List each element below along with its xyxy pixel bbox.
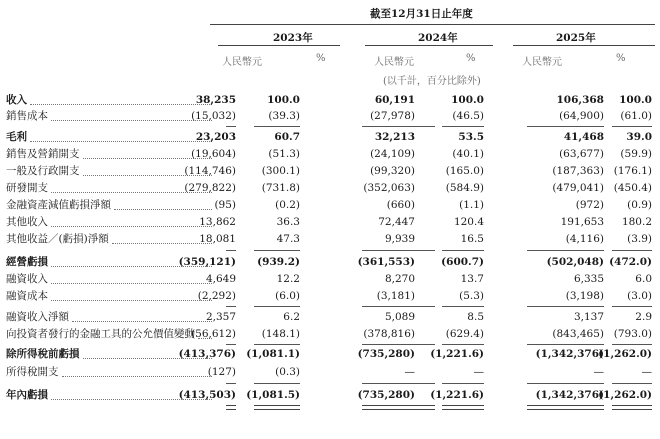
value-2025-rmb: (972) xyxy=(575,199,604,211)
value-2025-rmb: — xyxy=(593,366,604,378)
units-note: (以千計，百分比除外) xyxy=(383,76,481,87)
total-double-rule xyxy=(612,405,652,410)
value-2024-rmb: 8,270 xyxy=(384,273,415,285)
value-2023-rmb: (114,746) xyxy=(184,165,236,177)
value-2025-pct: (59.9) xyxy=(620,148,652,160)
value-2023-pct: (39.3) xyxy=(268,110,300,122)
unit-percent-2025: % xyxy=(616,53,626,64)
table-row xyxy=(0,92,660,108)
total-double-rule xyxy=(527,405,604,410)
value-2024-pct: 120.4 xyxy=(453,216,484,228)
year-2023: 2023年 xyxy=(273,32,313,44)
value-2024-pct: 100.0 xyxy=(451,94,484,106)
subtotal-rule xyxy=(442,306,484,307)
subtotal-rule xyxy=(362,383,435,384)
value-2025-pct: 6.0 xyxy=(635,273,652,285)
value-2023-rmb: (127) xyxy=(207,366,236,378)
subtotal-rule xyxy=(226,250,236,251)
subtotal-rule xyxy=(362,126,435,127)
value-2024-pct: (1.1) xyxy=(459,199,484,211)
table-row xyxy=(0,214,660,230)
value-2023-rmb: (279,822) xyxy=(184,182,236,194)
table-row xyxy=(0,180,660,196)
value-2024-rmb: (27,978) xyxy=(370,110,415,122)
value-2024-pct: (584.9) xyxy=(445,182,484,194)
value-2025-pct: (3.9) xyxy=(627,233,652,245)
table-row xyxy=(0,387,660,403)
value-2023-rmb: 4,649 xyxy=(205,273,236,285)
table-row xyxy=(0,146,660,162)
row-label: 融資收入 xyxy=(6,273,48,285)
value-2025-rmb: 191,653 xyxy=(560,216,604,228)
value-2023-rmb: (413,376) xyxy=(178,348,236,360)
subtotal-rule xyxy=(226,383,236,384)
value-2023-rmb: 18,081 xyxy=(199,233,236,245)
value-2025-pct: (450.4) xyxy=(613,182,652,194)
value-2025-rmb: (3,198) xyxy=(565,290,604,302)
unit-currency-2025: 人民幣元 xyxy=(522,57,562,68)
value-2023-pct: 12.2 xyxy=(276,273,300,285)
value-2025-rmb: 41,468 xyxy=(563,131,604,143)
value-2025-pct: 100.0 xyxy=(619,94,652,106)
subtotal-rule xyxy=(442,344,484,345)
value-2025-rmb: (1,342,376) xyxy=(535,348,604,360)
subtotal-rule xyxy=(254,344,300,345)
value-2024-pct: 16.5 xyxy=(460,233,484,245)
value-2023-pct: 6.2 xyxy=(283,311,300,323)
row-label: 銷售及營銷開支 xyxy=(6,148,80,160)
value-2024-pct: 13.7 xyxy=(460,273,484,285)
value-2023-pct: (939.2) xyxy=(257,256,300,268)
table-row xyxy=(0,254,660,270)
row-label: 融資成本 xyxy=(6,290,48,302)
value-2024-pct: (165.0) xyxy=(445,165,484,177)
table-row xyxy=(0,346,660,362)
value-2025-pct: 39.0 xyxy=(626,131,652,143)
value-2024-pct: (600.7) xyxy=(441,256,484,268)
value-2024-rmb: (660) xyxy=(386,199,415,211)
row-label: 其他收入 xyxy=(6,216,48,228)
total-double-rule xyxy=(362,405,435,410)
row-label: 年內虧損 xyxy=(6,389,48,401)
value-2024-rmb: (735,280) xyxy=(357,348,415,360)
value-2025-rmb: (64,900) xyxy=(559,110,604,122)
value-2023-pct: (51.3) xyxy=(268,148,300,160)
subtotal-rule xyxy=(254,126,300,127)
row-label: 研發開支 xyxy=(6,182,48,194)
subtotal-rule xyxy=(226,126,236,127)
table-row xyxy=(0,326,660,342)
value-2024-pct: (629.4) xyxy=(445,328,484,340)
row-label: 收入 xyxy=(6,94,27,106)
table-row xyxy=(0,364,660,380)
subtotal-rule xyxy=(527,126,604,127)
value-2024-rmb: 60,191 xyxy=(374,94,415,106)
table-row xyxy=(0,197,660,213)
value-2024-pct: (1,221.6) xyxy=(430,389,484,401)
value-2025-pct: (793.0) xyxy=(613,328,652,340)
value-2024-rmb: 9,939 xyxy=(384,233,415,245)
value-2025-pct: (3.0) xyxy=(627,290,652,302)
table-row xyxy=(0,309,660,325)
subtotal-rule xyxy=(612,383,652,384)
unit-currency-2023: 人民幣元 xyxy=(222,57,262,68)
subtotal-rule xyxy=(362,344,435,345)
table-row xyxy=(0,108,660,124)
period-header: 截至12月31日止年度 xyxy=(370,8,473,20)
value-2023-pct: (148.1) xyxy=(261,328,300,340)
subtotal-rule xyxy=(254,306,300,307)
value-2024-pct: (1,221.6) xyxy=(430,348,484,360)
unit-percent-2024: % xyxy=(466,53,476,64)
row-label: 向投資者發行的金融工具的公允價值變動 xyxy=(6,328,195,340)
value-2024-rmb: (378,816) xyxy=(363,328,415,340)
value-2023-rmb: (2,292) xyxy=(197,290,236,302)
value-2023-rmb: 23,203 xyxy=(195,131,236,143)
value-2023-rmb: 38,235 xyxy=(195,94,236,106)
value-2025-pct: (61.0) xyxy=(620,110,652,122)
subtotal-rule xyxy=(612,344,652,345)
value-2024-pct: (5.3) xyxy=(459,290,484,302)
value-2025-rmb: (502,048) xyxy=(546,256,604,268)
subtotal-rule xyxy=(362,306,435,307)
table-row xyxy=(0,288,660,304)
table-row xyxy=(0,271,660,287)
row-label: 除所得稅前虧損 xyxy=(6,348,80,360)
value-2023-pct: 100.0 xyxy=(267,94,300,106)
value-2025-pct: (0.9) xyxy=(627,199,652,211)
subtotal-rule xyxy=(442,383,484,384)
value-2024-rmb: 72,447 xyxy=(378,216,415,228)
value-2023-pct: 47.3 xyxy=(276,233,300,245)
subtotal-rule xyxy=(254,383,300,384)
table-row xyxy=(0,163,660,179)
value-2025-rmb: 6,335 xyxy=(573,273,604,285)
subtotal-rule xyxy=(612,126,652,127)
total-double-rule xyxy=(226,405,236,410)
value-2025-pct: (1,262.0) xyxy=(598,389,652,401)
value-2024-rmb: (24,109) xyxy=(370,148,415,160)
subtotal-rule xyxy=(442,250,484,251)
total-double-rule xyxy=(254,405,300,410)
value-2023-pct: (6.0) xyxy=(275,290,300,302)
value-2023-pct: (731.8) xyxy=(261,182,300,194)
value-2023-rmb: 13,862 xyxy=(199,216,236,228)
value-2023-rmb: (359,121) xyxy=(178,256,236,268)
value-2025-rmb: 3,137 xyxy=(573,311,604,323)
year-2024: 2024年 xyxy=(418,32,458,44)
subtotal-rule xyxy=(226,344,236,345)
value-2023-rmb: (95) xyxy=(214,199,236,211)
value-2025-pct: — xyxy=(641,366,652,378)
value-2025-pct: 2.9 xyxy=(635,311,652,323)
year-2024-underline xyxy=(365,45,493,46)
value-2025-pct: (1,262.0) xyxy=(598,348,652,360)
value-2024-rmb: (361,553) xyxy=(357,256,415,268)
value-2024-rmb: 32,213 xyxy=(374,131,415,143)
value-2023-pct: (0.2) xyxy=(275,199,300,211)
value-2024-pct: (40.1) xyxy=(452,148,484,160)
table-row xyxy=(0,231,660,247)
year-2025-underline xyxy=(513,45,655,46)
subtotal-rule xyxy=(527,344,604,345)
unit-percent-2023: % xyxy=(316,53,326,64)
value-2024-rmb: (99,320) xyxy=(370,165,415,177)
subtotal-rule xyxy=(527,306,604,307)
value-2024-rmb: (352,063) xyxy=(363,182,415,194)
row-label: 金融資產減值虧損淨額 xyxy=(6,199,111,211)
subtotal-rule xyxy=(527,250,604,251)
row-label: 毛利 xyxy=(6,131,27,143)
value-2024-rmb: (3,181) xyxy=(376,290,415,302)
row-label: 所得稅開支 xyxy=(6,366,59,378)
row-label: 一般及行政開支 xyxy=(6,165,80,177)
value-2024-rmb: 5,089 xyxy=(384,311,415,323)
subtotal-rule xyxy=(612,250,652,251)
value-2025-rmb: (4,116) xyxy=(565,233,604,245)
value-2023-rmb: (56,612) xyxy=(191,328,236,340)
table-row xyxy=(0,129,660,145)
value-2023-pct: (1,081.5) xyxy=(246,389,300,401)
value-2023-pct: 36.3 xyxy=(276,216,300,228)
value-2025-pct: 180.2 xyxy=(621,216,652,228)
value-2023-rmb: (15,032) xyxy=(191,110,236,122)
value-2023-pct: (0.3) xyxy=(275,366,300,378)
value-2023-pct: 60.7 xyxy=(274,131,300,143)
subtotal-rule xyxy=(612,306,652,307)
subtotal-rule xyxy=(362,250,435,251)
value-2025-pct: (176.1) xyxy=(613,165,652,177)
value-2025-rmb: (187,363) xyxy=(552,165,604,177)
value-2024-pct: 53.5 xyxy=(458,131,484,143)
value-2025-rmb: (843,465) xyxy=(552,328,604,340)
value-2024-pct: (46.5) xyxy=(452,110,484,122)
row-label: 經營虧損 xyxy=(6,256,48,268)
value-2023-pct: (1,081.1) xyxy=(246,348,300,360)
subtotal-rule xyxy=(226,306,236,307)
value-2024-rmb: — xyxy=(404,366,415,378)
row-label: 銷售成本 xyxy=(6,110,48,122)
unit-currency-2024: 人民幣元 xyxy=(374,57,414,68)
period-underline xyxy=(210,24,655,25)
value-2024-rmb: (735,280) xyxy=(357,389,415,401)
value-2025-rmb: 106,368 xyxy=(556,94,604,106)
value-2025-rmb: (479,041) xyxy=(552,182,604,194)
value-2025-pct: (472.0) xyxy=(609,256,652,268)
value-2025-rmb: (63,677) xyxy=(559,148,604,160)
value-2024-pct: — xyxy=(473,366,484,378)
value-2025-rmb: (1,342,376) xyxy=(535,389,604,401)
subtotal-rule xyxy=(254,250,300,251)
subtotal-rule xyxy=(442,126,484,127)
value-2024-pct: 8.5 xyxy=(467,311,484,323)
total-double-rule xyxy=(442,405,484,410)
value-2023-rmb: (413,503) xyxy=(178,389,236,401)
value-2023-rmb: 2,357 xyxy=(205,311,236,323)
value-2023-pct: (300.1) xyxy=(261,165,300,177)
year-2023-underline xyxy=(218,45,340,46)
row-label: 其他收益／(虧損)淨額 xyxy=(6,233,109,245)
subtotal-rule xyxy=(527,383,604,384)
value-2023-rmb: (19,604) xyxy=(191,148,236,160)
year-2025: 2025年 xyxy=(556,32,596,44)
row-label: 融資收入淨額 xyxy=(6,311,69,323)
